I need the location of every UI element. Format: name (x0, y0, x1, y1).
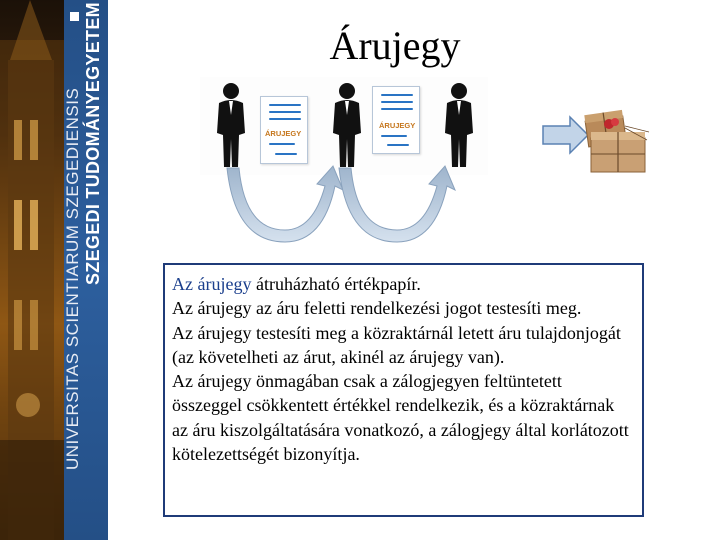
definition-line (172, 272, 634, 296)
document-label: ÁRUJEGY (265, 129, 302, 138)
packages-icon (583, 92, 663, 182)
transfer-arrows (205, 150, 495, 250)
curved-arrow-icon (339, 166, 455, 242)
document-label: ÁRUJEGY (379, 121, 416, 130)
logo-square (70, 12, 79, 21)
university-latin-name: UNIVERSITAS SCIENTIARUM SZEGEDIENSIS (63, 87, 82, 470)
university-hungarian-name: SZEGEDI TUDOMÁNYEGYETEM (83, 2, 103, 285)
slide-title: Árujegy (329, 23, 461, 68)
university-sidebar (0, 0, 108, 540)
curved-arrow-icon (227, 166, 343, 242)
paragraph-value: Az árujegy önmagában csak a zálogjegyen feltüntetett összeggel csökkentett értékkel rendelkezik, és a közraktárnak az áru kiszolgáltatására vonatkozó, a zálogjegy által korlátozott kötelezettségét bizonyítja. (172, 371, 629, 465)
definition-text: átruházható értékpapír. (251, 274, 421, 294)
paragraph-rights: Az árujegy az áru feletti rendelkezési jogot testesíti meg. (172, 298, 582, 319)
paragraph-ownership: Az árujegy testesíti meg a közraktárnál letett áru tulajdonjogát (az követelheti az árut, akinél az árujegy van). (172, 322, 621, 367)
content-text (172, 272, 634, 466)
highlighted-term: Az árujegy (172, 274, 252, 294)
document-icon (372, 86, 420, 154)
